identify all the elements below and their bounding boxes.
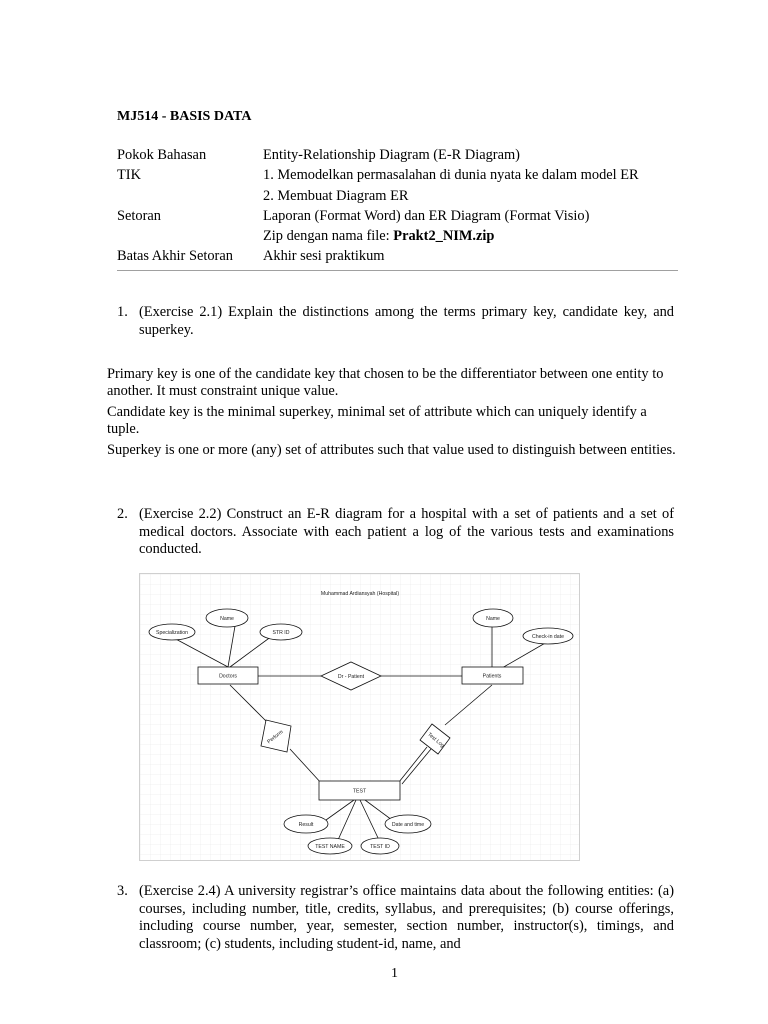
zip-filename: Prakt2_NIM.zip	[393, 228, 495, 245]
question-3	[117, 883, 674, 953]
question-2	[117, 506, 674, 559]
attribute-label: TEST NAME	[315, 844, 345, 850]
question-number: 3.	[117, 883, 128, 899]
meta-label	[117, 186, 263, 206]
meta-row	[117, 206, 687, 226]
question-text: (Exercise 2.4) A university registrar’s office maintains data about the following entities: (a) courses, including number, title, credits, syllabus, and prerequisites; (b) course offerings, including course number, year, semester, section number, instructor(s), timings, and classroom; (c) students, including student-id, name, and	[139, 883, 674, 952]
meta-row	[117, 165, 687, 185]
attribute-label: Result	[298, 822, 314, 828]
meta-value: Entity-Relationship Diagram (E-R Diagram)	[263, 147, 520, 163]
entity-label: Doctors	[219, 673, 237, 680]
meta-label: TIK	[117, 167, 141, 184]
relationship-label: Perform	[266, 729, 285, 746]
meta-value	[263, 226, 687, 246]
attribute-label: Specialization	[155, 630, 189, 636]
answer-paragraph-superkey: Superkey is one or more (any) set of attributes such that value used to distinguish between entities.	[107, 442, 676, 458]
page-title: MJ514 - BASIS DATA	[117, 109, 252, 124]
entity-label: TEST	[352, 788, 367, 795]
attribute-label: Name	[486, 616, 500, 622]
meta-row	[117, 246, 687, 266]
attribute-label: STR ID	[272, 630, 290, 636]
attribute-label: TEST ID	[370, 844, 390, 850]
question-number: 2.	[117, 506, 128, 522]
meta-value: 1. Memodelkan permasalahan di dunia nyata ke dalam model ER	[263, 167, 639, 184]
page-number: 1	[391, 966, 398, 981]
question-number: 1.	[117, 304, 128, 320]
meta-label: Setoran	[117, 207, 161, 224]
er-diagram-canvas	[140, 574, 579, 860]
meta-label: Batas Akhir Setoran	[117, 248, 233, 265]
meta-row	[117, 145, 687, 165]
question-text: (Exercise 2.1) Explain the distinctions among the terms primary key, candidate key, and superkey.	[139, 304, 674, 338]
attribute-label: Check-in date	[531, 634, 565, 640]
question-text: (Exercise 2.2) Construct an E-R diagram for a hospital with a set of patients and a set of medical doctors. Associate with each patient a log of the various tests and examinations conducted.	[139, 506, 674, 557]
question-1	[117, 304, 674, 339]
meta-label	[117, 226, 263, 246]
meta-value: Laporan (Format Word) dan ER Diagram (Format Visio)	[263, 207, 590, 224]
meta-label: Pokok Bahasan	[117, 147, 207, 163]
meta-row	[117, 186, 687, 206]
entity-label: Patients	[482, 673, 502, 680]
meta-value: Akhir sesi praktikum	[263, 248, 385, 265]
attribute-label: Date and time	[391, 822, 425, 828]
diagram-title: Muhammad Ardiansyah (Hospital)	[320, 591, 400, 597]
relationship-label: Test Log	[426, 731, 446, 749]
attribute-label: Name	[220, 616, 234, 622]
er-diagram-image	[139, 573, 580, 861]
answer-paragraph-candidate-key: Candidate key is the minimal superkey, minimal set of attribute which can uniquely identify a tuple.	[107, 404, 647, 437]
answer-1	[107, 366, 679, 464]
zip-instruction: Zip dengan nama file:	[263, 228, 394, 245]
answer-paragraph-primary-key: Primary key is one of the candidate key that chosen to be the differentiator between one entity to another. It must constraint unique value.	[107, 366, 664, 399]
meta-row	[117, 226, 687, 246]
meta-value: 2. Membuat Diagram ER	[263, 187, 409, 204]
relationship-label: Dr - Patient	[337, 674, 365, 680]
assignment-meta-table	[117, 145, 687, 267]
horizontal-divider	[117, 270, 678, 271]
